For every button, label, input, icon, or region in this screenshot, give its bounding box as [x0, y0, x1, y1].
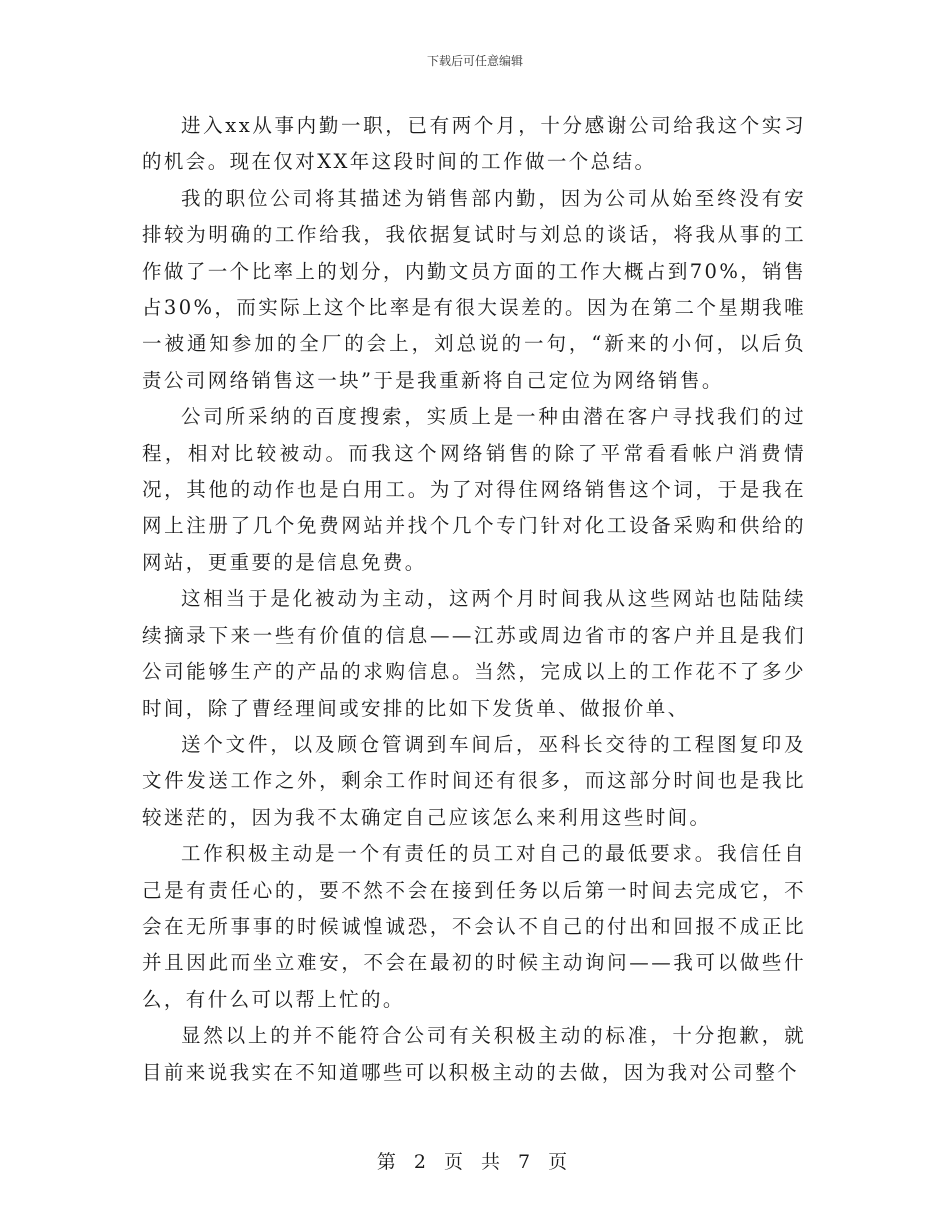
paragraph-6: 工作积极主动是一个有责任的员工对自己的最低要求。我信任自己是有责任心的，要不然不会在接到任务以后第一时间去完成它，不会在无所事事的时候诚惶诚恐，不会认不自己的付出和回报不成正比并且因此而坐立难安，不会在最初的时候主动询问——我可以做些什么，有什么可以帮上忙的。: [142, 842, 806, 1011]
document-body: [142, 108, 806, 1091]
page-number: 第 2 页 共 7 页: [376, 1151, 574, 1173]
paragraph-1: 进入xx从事内勤一职，已有两个月，十分感谢公司给我这个实习的机会。现在仅对XX年这段时间的工作做一个总结。: [142, 114, 806, 174]
paragraph-3: 公司所采纳的百度搜索，实质上是一种由潜在客户寻找我们的过程，相对比较被动。而我这个网络销售的除了平常看看帐户消费情况，其他的动作也是白用工。为了对得住网络销售这个词，于是我在网上注册了几个免费网站并找个几个专门针对化工设备采购和供给的网站，更重要的是信息免费。: [142, 405, 806, 574]
paragraph-2: 我的职位公司将其描述为销售部内勤，因为公司从始至终没有安排较为明确的工作给我，我依据复试时与刘总的谈话，将我从事的工作做了一个比率上的划分，内勤文员方面的工作大概占到70%，销售占30%，而实际上这个比率是有很大误差的。因为在第二个星期我唯一被通知参加的全厂的会上，刘总说的一句，“新来的小何，以后负责公司网络销售这一块”于是我重新将自己定位为网络销售。: [142, 186, 806, 392]
page-header: 下载后可任意编辑: [426, 54, 523, 68]
paragraph-7: 显然以上的并不能符合公司有关积极主动的标准，十分抱歉，就目前来说我实在不知道哪些可以积极主动的去做，因为我对公司整个: [142, 1024, 806, 1084]
paragraph-4: 这相当于是化被动为主动，这两个月时间我从这些网站也陆陆续续摘录下来一些有价值的信息——江苏或周边省市的客户并且是我们公司能够生产的产品的求购信息。当然，完成以上的工作花不了多少时间，除了曹经理间或安排的比如下发货单、做报价单、: [142, 587, 806, 720]
paragraph-5: 送个文件，以及顾仓管调到车间后，巫科长交待的工程图复印及文件发送工作之外，剩余工作时间还有很多，而这部分时间也是我比较迷茫的，因为我不太确定自己应该怎么来利用这些时间。: [142, 732, 806, 829]
